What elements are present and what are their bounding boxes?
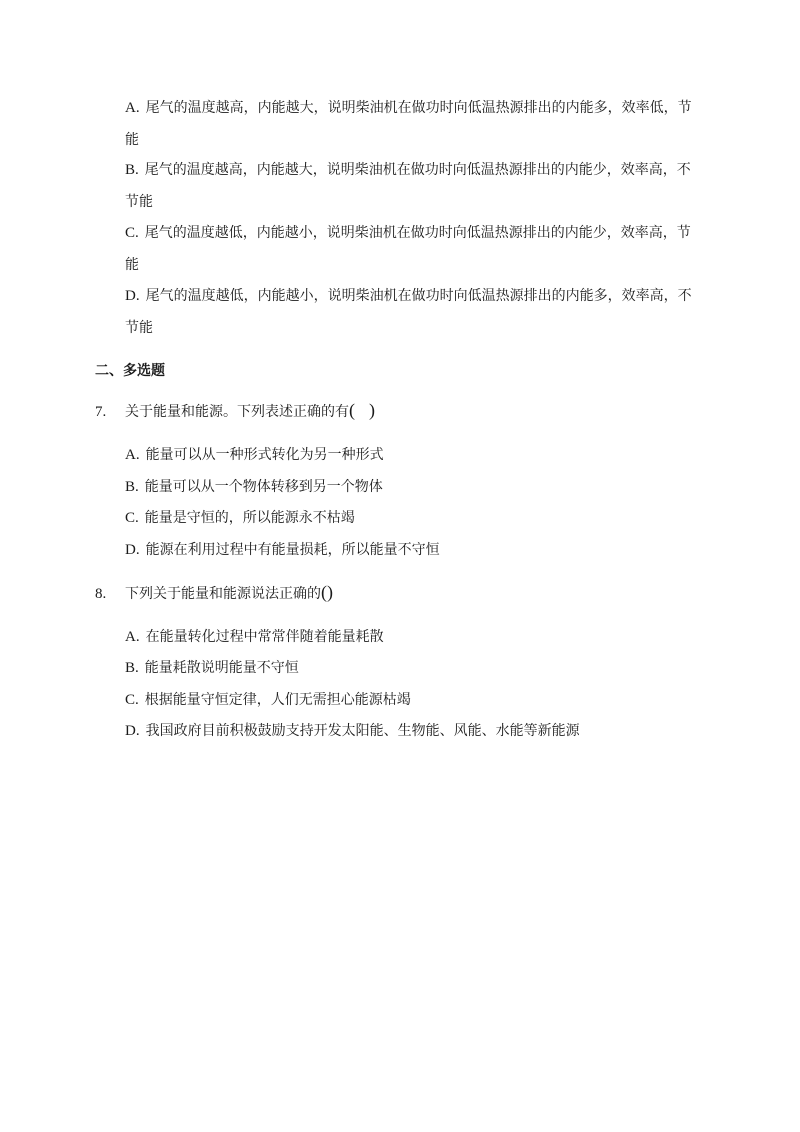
option-letter: D. <box>125 288 140 304</box>
option-letter: A. <box>125 629 140 645</box>
option-text: 根据能量守恒定律，人们无需担心能源枯竭 <box>144 692 411 708</box>
q7-option-b <box>125 477 383 497</box>
option-text: 能量耗散说明能量不守恒 <box>144 660 299 676</box>
q8-option-a <box>125 627 384 647</box>
q6-option-b-continuation: 节能 <box>125 194 153 210</box>
q7-option-a <box>125 445 384 465</box>
option-text: 能量是守恒的，所以能源永不枯竭 <box>144 510 355 526</box>
q8-stem <box>125 582 333 604</box>
q7-text: 关于能量和能源。下列表述正确的有 <box>125 404 349 420</box>
option-letter: B. <box>125 660 139 676</box>
q7-option-d <box>125 540 440 560</box>
option-text: 能量可以从一个物体转移到另一个物体 <box>144 479 383 495</box>
q6-option-c <box>125 223 691 243</box>
q8-text: 下列关于能量和能源说法正确的 <box>125 586 321 602</box>
option-text: 尾气的温度越低，内能越小，说明柴油机在做功时向低温热源排出的内能少，效率高，节 <box>144 225 691 241</box>
option-text: 尾气的温度越高，内能越大，说明柴油机在做功时向低温热源排出的内能少，效率高，不 <box>144 162 691 178</box>
q8-number: 8. <box>95 586 107 602</box>
q6-option-d-continuation: 节能 <box>125 320 153 336</box>
q6-option-a <box>125 98 692 118</box>
q7-option-c <box>125 508 355 528</box>
q6-option-a-continuation: 能 <box>125 132 139 148</box>
answer-paren-close: ) <box>369 400 375 420</box>
option-text: 在能量转化过程中常常伴随着能量耗散 <box>145 629 384 645</box>
option-text: 我国政府目前积极鼓励支持开发太阳能、生物能、风能、水能等新能源 <box>145 723 580 739</box>
option-text: 能量可以从一种形式转化为另一种形式 <box>145 447 384 463</box>
option-letter: A. <box>125 447 140 463</box>
q8-option-c <box>125 690 411 710</box>
q6-option-c-continuation: 能 <box>125 257 139 273</box>
option-letter: B. <box>125 479 139 495</box>
option-letter: D. <box>125 542 140 558</box>
option-text: 尾气的温度越高，内能越大，说明柴油机在做功时向低温热源排出的内能多，效率低，节 <box>145 100 692 116</box>
q7-stem <box>125 400 375 422</box>
answer-paren: () <box>321 582 333 602</box>
option-text: 尾气的温度越低，内能越小，说明柴油机在做功时向低温热源排出的内能多，效率高，不 <box>145 288 692 304</box>
option-letter: A. <box>125 100 140 116</box>
answer-paren-open: ( <box>349 400 355 420</box>
q6-option-d <box>125 286 692 306</box>
option-text: 能源在利用过程中有能量损耗，所以能量不守恒 <box>145 542 440 558</box>
option-letter: C. <box>125 692 139 708</box>
q7-number: 7. <box>95 404 107 420</box>
option-letter: D. <box>125 723 140 739</box>
option-letter: B. <box>125 162 139 178</box>
q8-option-d <box>125 721 580 741</box>
q6-option-b <box>125 160 691 180</box>
option-letter: C. <box>125 225 139 241</box>
q8-option-b <box>125 658 299 678</box>
section-heading: 二、多选题 <box>95 363 165 379</box>
option-letter: C. <box>125 510 139 526</box>
